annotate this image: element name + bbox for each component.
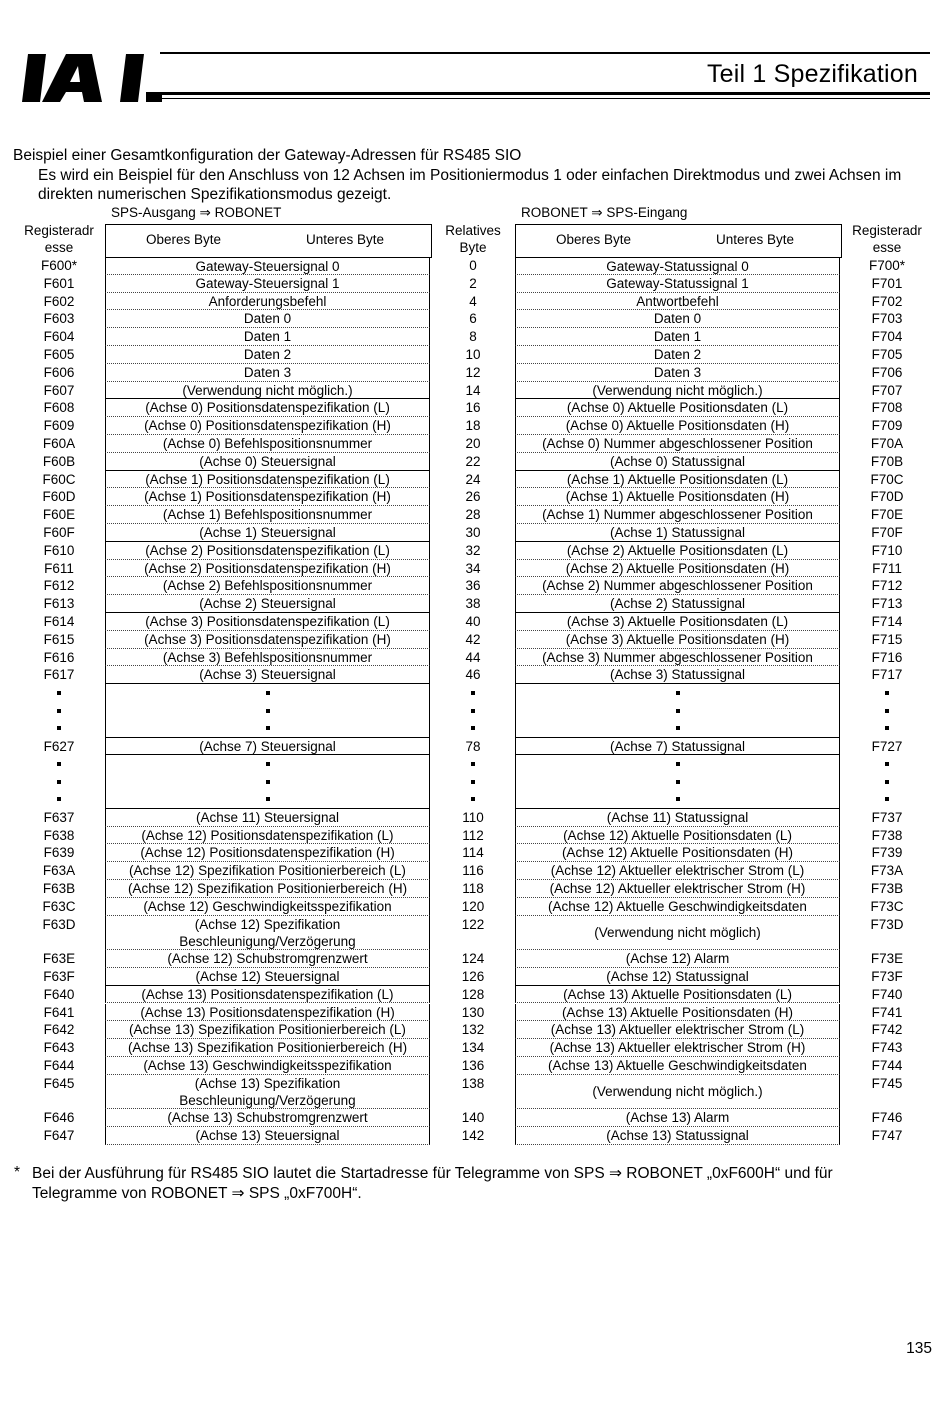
register-address-out: F63D	[42, 916, 76, 932]
register-address-out: F604	[43, 329, 75, 345]
register-address-out: F605	[43, 347, 75, 362]
relative-byte: 120	[461, 898, 485, 914]
output-signal-cell: (Verwendung nicht möglich.)	[105, 382, 430, 400]
relative-byte: 14	[465, 382, 481, 398]
output-signal-cell: (Achse 13) Spezifikation Positionierbereich (L)	[105, 1021, 430, 1039]
table-row	[0, 417, 950, 435]
relative-byte: 130	[461, 1004, 485, 1020]
register-address-in: F717	[871, 667, 903, 683]
table-row	[0, 950, 950, 968]
register-address-in: F70F	[871, 525, 903, 540]
output-signal-cell: (Achse 13) Positionsdatenspezifikation (H)	[105, 1004, 430, 1022]
input-signal-cell: (Achse 12) Aktueller elektrischer Strom (L)	[515, 862, 840, 880]
register-address-out: F637	[43, 809, 75, 825]
relative-byte: 128	[461, 986, 485, 1002]
output-signal-cell: (Achse 12) Steuersignal	[105, 968, 430, 986]
output-signal-cell: (Achse 12) Positionsdatenspezifikation (L)	[105, 827, 430, 845]
output-signal-line: Beschleunigung/Verzögerung	[179, 933, 356, 949]
input-signal-cell: Daten 2	[515, 346, 840, 364]
lower-byte-label: Unteres Byte	[306, 232, 385, 247]
vertical-ellipsis-icon	[882, 684, 892, 737]
input-signal-cell: (Achse 13) Aktueller elektrischer Strom (H)	[515, 1039, 840, 1057]
register-address-in: F739	[871, 845, 903, 861]
relative-byte: 2	[469, 275, 477, 291]
relative-byte: 0	[469, 258, 477, 273]
vertical-ellipsis-icon	[468, 684, 478, 737]
table-row	[0, 827, 950, 845]
register-address-in: F705	[871, 347, 903, 362]
footnote-text: Bei der Ausführung für RS485 SIO lautet die Startadresse für Telegramme von SPS ⇒ ROBONET „0xF600H“ und für Telegramme von ROBONET ⇒ SPS „0xF700H“.	[32, 1165, 833, 1202]
relative-byte: 46	[465, 667, 481, 683]
input-signal-cell: (Achse 0) Nummer abgeschlossener Position	[515, 435, 840, 453]
output-signal-cell: (Achse 13) Positionsdatenspezifikation (L)	[105, 986, 430, 1004]
output-signal-cell: (Achse 12) Spezifikation Positionierbereich (L)	[105, 862, 430, 880]
upper-byte-label: Oberes Byte	[556, 232, 632, 247]
register-address-out: F644	[43, 1057, 75, 1073]
register-address-out: F603	[43, 311, 75, 327]
output-signal-cell: (Achse 13) Schubstromgrenzwert	[105, 1109, 430, 1127]
output-signal-cell: Anforderungsbefehl	[105, 293, 430, 311]
ellipsis-cell	[432, 755, 514, 808]
relative-byte: 28	[465, 507, 481, 523]
input-signal-cell: (Achse 13) Aktuelle Positionsdaten (H)	[515, 1004, 840, 1022]
table-row	[0, 1127, 950, 1145]
input-signal-cell: (Achse 1) Aktuelle Positionsdaten (H)	[515, 488, 840, 506]
input-signal-cell: (Achse 12) Statussignal	[515, 968, 840, 986]
register-address-in: F744	[871, 1057, 903, 1073]
register-address-out: F63B	[42, 881, 76, 896]
output-signal-cell: Daten 2	[105, 346, 430, 364]
register-address-out: F60F	[43, 525, 75, 540]
ellipsis-cell	[105, 755, 430, 808]
register-address-out: F642	[43, 1022, 75, 1038]
register-address-in: F711	[872, 560, 902, 576]
input-signal-cell: (Achse 0) Aktuelle Positionsdaten (L)	[515, 399, 840, 417]
register-address-out: F627	[43, 738, 75, 754]
output-signal-cell: (Achse 12) Schubstromgrenzwert	[105, 950, 430, 968]
input-signal-cell: (Achse 12) Alarm	[515, 950, 840, 968]
relative-byte: 16	[465, 400, 481, 416]
relative-byte: 134	[461, 1040, 485, 1056]
input-signal-cell: (Achse 3) Aktuelle Positionsdaten (H)	[515, 631, 840, 649]
output-signal-cell: Gateway-Steuersignal 1	[105, 275, 430, 293]
register-address-in: F73E	[870, 951, 904, 967]
relative-byte: 30	[465, 525, 481, 540]
register-address-in: F727	[871, 738, 903, 754]
register-address-in: F73D	[870, 916, 904, 932]
output-signal-cell: (Achse 2) Positionsdatenspezifikation (L)	[105, 542, 430, 560]
ellipsis-cell	[842, 684, 932, 737]
output-byte-header	[105, 224, 432, 258]
input-signal-cell: (Achse 0) Statussignal	[515, 453, 840, 471]
register-address-out: F638	[43, 827, 75, 843]
table-row	[0, 916, 950, 951]
relative-byte: 26	[465, 489, 481, 505]
register-address-in: F706	[871, 364, 903, 380]
register-address-in: F704	[871, 329, 903, 345]
table-row	[0, 1039, 950, 1057]
register-address-out: F613	[43, 596, 75, 612]
ellipsis-cell	[14, 684, 104, 737]
register-address-out: F612	[43, 578, 75, 594]
relative-byte: 10	[465, 347, 481, 362]
relative-byte: 124	[461, 951, 485, 967]
register-address-out: F607	[43, 382, 75, 398]
upper-byte-label: Oberes Byte	[146, 232, 222, 247]
output-signal-cell: (Achse 7) Steuersignal	[105, 738, 430, 756]
input-signal-cell: (Achse 12) Aktuelle Geschwindigkeitsdaten	[515, 898, 840, 916]
table-row	[0, 1109, 950, 1127]
output-signal-cell: Daten 3	[105, 364, 430, 382]
table-row	[0, 1004, 950, 1022]
input-signal-cell: (Achse 11) Statussignal	[515, 809, 840, 827]
vertical-ellipsis-icon	[54, 755, 64, 808]
output-signal-cell: (Achse 2) Positionsdatenspezifikation (H)	[105, 560, 430, 578]
register-address-out: F60C	[42, 471, 76, 487]
input-signal-cell: (Achse 13) Statussignal	[515, 1127, 840, 1145]
table-row	[0, 968, 950, 986]
input-signal-cell: (Achse 13) Aktuelle Positionsdaten (L)	[515, 986, 840, 1004]
register-address-header-left: Registeradr esse	[24, 223, 94, 255]
input-signal-cell: (Achse 3) Statussignal	[515, 666, 840, 684]
register-address-in: F70B	[870, 453, 904, 469]
ellipsis-cell	[515, 755, 840, 808]
input-signal-cell: (Achse 1) Nummer abgeschlossener Position	[515, 506, 840, 524]
relative-byte: 116	[462, 863, 484, 879]
register-address-out: F617	[43, 667, 75, 683]
relative-byte: 136	[461, 1057, 485, 1073]
output-signal-cell: (Achse 2) Befehlspositionsnummer	[105, 577, 430, 595]
input-signal-cell: (Achse 13) Alarm	[515, 1109, 840, 1127]
input-signal-cell: (Achse 2) Statussignal	[515, 595, 840, 613]
relative-byte: 40	[465, 614, 481, 629]
register-address-in: F746	[871, 1110, 903, 1126]
register-address-in: F741	[871, 1004, 903, 1020]
register-address-out: F60D	[42, 489, 76, 505]
relative-byte: 18	[465, 418, 481, 434]
output-signal-cell: (Achse 0) Positionsdatenspezifikation (H)	[105, 417, 430, 435]
iai-logo	[22, 52, 162, 104]
input-signal-cell: (Achse 2) Aktuelle Positionsdaten (L)	[515, 542, 840, 560]
register-address-out: F615	[43, 631, 75, 647]
table-row	[0, 898, 950, 916]
ellipsis-cell	[432, 684, 514, 737]
table-row	[0, 453, 950, 471]
output-signal-cell: (Achse 1) Befehlspositionsnummer	[105, 506, 430, 524]
table-row	[0, 275, 950, 293]
register-address-out: F600*	[40, 258, 78, 273]
output-signal-line: (Achse 12) Spezifikation	[194, 916, 341, 932]
register-address-in: F716	[871, 649, 903, 665]
table-row	[0, 1057, 950, 1075]
input-signal-cell: (Achse 2) Nummer abgeschlossener Position	[515, 577, 840, 595]
register-address-out: F60B	[42, 453, 76, 469]
register-address-out: F610	[43, 542, 75, 558]
register-address-out: F60A	[42, 436, 76, 451]
table-row	[0, 666, 950, 684]
register-address-out: F641	[43, 1004, 75, 1020]
header-rule-top	[160, 52, 930, 54]
relative-byte: 112	[462, 827, 484, 843]
ellipsis-cell	[515, 684, 840, 737]
register-address-in: F742	[871, 1022, 903, 1038]
output-signal-cell	[105, 1075, 430, 1110]
input-signal-cell: (Achse 13) Aktueller elektrischer Strom (L)	[515, 1021, 840, 1039]
input-direction-title: ROBONET ⇒ SPS-Eingang	[521, 205, 688, 220]
output-signal-cell: (Achse 13) Steuersignal	[105, 1127, 430, 1145]
input-signal-cell: Daten 0	[515, 310, 840, 328]
relative-byte: 8	[469, 329, 477, 345]
register-address-in: F740	[871, 986, 903, 1002]
register-address-out: F611	[44, 560, 74, 576]
vertical-ellipsis-icon	[673, 684, 683, 737]
output-signal-cell: (Achse 11) Steuersignal	[105, 809, 430, 827]
input-signal-cell: (Achse 13) Aktuelle Geschwindigkeitsdaten	[515, 1057, 840, 1075]
relative-byte: 20	[465, 436, 481, 451]
output-signal-cell: (Achse 3) Positionsdatenspezifikation (H)	[105, 631, 430, 649]
ellipsis-cell	[105, 684, 430, 737]
relative-byte: 122	[461, 916, 485, 932]
input-signal-cell: (Achse 12) Aktuelle Positionsdaten (H)	[515, 844, 840, 862]
register-address-in: F715	[871, 631, 903, 647]
register-address-in: F70C	[870, 471, 904, 487]
input-signal-cell: (Achse 12) Aktueller elektrischer Strom (H)	[515, 880, 840, 898]
register-address-out: F63F	[43, 968, 75, 984]
table-row	[0, 577, 950, 595]
register-address-out: F647	[43, 1128, 75, 1143]
register-address-header-right: Registeradr esse	[852, 223, 922, 255]
register-address-in: F73F	[871, 968, 903, 984]
table-row	[0, 346, 950, 364]
section-description: Es wird ein Beispiel für den Anschluss von 12 Achsen im Positioniermodus 1 oder einfachen Direktmodus und zwei Achsen im direkten numerischen Spezifikationsmodus gezeigt.	[38, 167, 902, 203]
register-address-out: F643	[43, 1040, 75, 1056]
vertical-ellipsis-icon	[882, 755, 892, 808]
input-signal-cell: (Achse 3) Aktuelle Positionsdaten (L)	[515, 613, 840, 631]
register-address-out: F63E	[42, 951, 76, 967]
vertical-ellipsis-icon	[54, 684, 64, 737]
output-signal-cell: Daten 0	[105, 310, 430, 328]
output-direction-title: SPS-Ausgang ⇒ ROBONET	[111, 205, 282, 220]
register-address-in: F737	[871, 809, 903, 825]
relative-byte: 110	[462, 809, 484, 825]
register-address-out: F606	[43, 364, 75, 380]
vertical-ellipsis-icon	[673, 755, 683, 808]
register-address-out: F63C	[42, 898, 76, 914]
vertical-ellipsis-icon	[468, 755, 478, 808]
register-address-in: F708	[871, 400, 903, 416]
register-address-in: F703	[871, 311, 903, 327]
lower-byte-label: Unteres Byte	[716, 232, 795, 247]
relative-byte: 44	[465, 649, 481, 665]
table-row	[0, 631, 950, 649]
table-row	[0, 471, 950, 489]
input-signal-cell: (Achse 1) Aktuelle Positionsdaten (L)	[515, 471, 840, 489]
relative-byte: 6	[469, 311, 477, 327]
relative-byte: 38	[465, 596, 481, 612]
output-signal-line: Beschleunigung/Verzögerung	[179, 1092, 356, 1108]
vertical-ellipsis-icon	[263, 755, 273, 808]
relative-byte: 36	[465, 578, 481, 594]
register-address-in: F70A	[870, 436, 904, 451]
table-row	[0, 595, 950, 613]
table-row	[0, 986, 950, 1004]
input-signal-cell: (Achse 2) Aktuelle Positionsdaten (H)	[515, 560, 840, 578]
output-signal-cell: (Achse 13) Geschwindigkeitsspezifikation	[105, 1057, 430, 1075]
register-address-in: F709	[871, 418, 903, 434]
ellipsis-row	[0, 684, 950, 737]
table-row	[0, 809, 950, 827]
relative-byte: 32	[465, 542, 481, 558]
register-address-out: F60E	[42, 507, 76, 523]
relative-byte: 42	[465, 631, 481, 647]
table-row	[0, 542, 950, 560]
page-number: 135	[906, 1340, 932, 1357]
register-address-out: F639	[43, 845, 75, 861]
ellipsis-row	[0, 755, 950, 808]
output-signal-cell: (Achse 13) Spezifikation Positionierbereich (H)	[105, 1039, 430, 1057]
output-signal-cell: (Achse 0) Befehlspositionsnummer	[105, 435, 430, 453]
table-row	[0, 738, 950, 756]
register-address-out: F645	[43, 1075, 75, 1091]
register-address-in: F743	[871, 1040, 903, 1056]
table-row	[0, 613, 950, 631]
vertical-ellipsis-icon	[263, 684, 273, 737]
relative-byte: 4	[469, 293, 477, 309]
input-signal-cell: (Verwendung nicht möglich)	[515, 916, 840, 951]
output-signal-cell: (Achse 3) Positionsdatenspezifikation (L)	[105, 613, 430, 631]
register-address-in: F712	[871, 578, 903, 594]
output-signal-cell	[105, 916, 430, 951]
header-rule-bottom	[160, 92, 930, 95]
table-row	[0, 328, 950, 346]
footnote-mark: *	[14, 1164, 21, 1181]
register-address-out: F601	[43, 275, 75, 291]
output-signal-line: (Achse 13) Spezifikation	[194, 1075, 341, 1091]
register-address-in: F747	[871, 1128, 903, 1143]
output-signal-cell: (Achse 1) Positionsdatenspezifikation (L)	[105, 471, 430, 489]
input-signal-cell: (Achse 12) Aktuelle Positionsdaten (L)	[515, 827, 840, 845]
register-address-out: F616	[43, 649, 75, 665]
table-row	[0, 1021, 950, 1039]
output-signal-cell: (Achse 1) Positionsdatenspezifikation (H)	[105, 488, 430, 506]
register-address-in: F702	[871, 293, 903, 309]
table-row	[0, 293, 950, 311]
header-rule-thin	[160, 98, 930, 99]
register-address-in: F73A	[870, 863, 904, 879]
relative-byte: 118	[462, 881, 484, 896]
register-address-in: F745	[871, 1075, 903, 1091]
register-address-out: F63A	[42, 863, 76, 879]
page-title: Teil 1 Spezifikation	[706, 60, 918, 88]
output-signal-cell: (Achse 12) Spezifikation Positionierbereich (H)	[105, 880, 430, 898]
register-address-in: F70D	[870, 489, 904, 505]
relative-byte-header: Relatives Byte	[445, 223, 501, 255]
output-signal-cell: (Achse 0) Positionsdatenspezifikation (L)	[105, 399, 430, 417]
table-row	[0, 1075, 950, 1110]
register-address-in: F701	[871, 275, 903, 291]
register-address-in: F70E	[870, 507, 904, 523]
table-row	[0, 310, 950, 328]
table-row	[0, 506, 950, 524]
register-address-out: F640	[43, 986, 75, 1002]
output-signal-cell: (Achse 2) Steuersignal	[105, 595, 430, 613]
output-signal-cell: (Achse 1) Steuersignal	[105, 524, 430, 542]
register-address-in: F738	[871, 827, 903, 843]
input-signal-cell: (Verwendung nicht möglich.)	[515, 1075, 840, 1110]
relative-byte: 140	[461, 1110, 485, 1126]
input-signal-cell: Antwortbefehl	[515, 293, 840, 311]
table-row	[0, 488, 950, 506]
output-signal-cell: (Achse 3) Steuersignal	[105, 666, 430, 684]
table-row	[0, 364, 950, 382]
output-signal-cell: (Achse 12) Geschwindigkeitsspezifikation	[105, 898, 430, 916]
input-signal-cell: (Achse 7) Statussignal	[515, 738, 840, 756]
relative-byte: 114	[462, 845, 484, 861]
register-address-in: F73B	[870, 881, 904, 896]
register-address-out: F602	[43, 293, 75, 309]
register-address-out: F646	[43, 1110, 75, 1126]
table-row	[0, 560, 950, 578]
relative-byte: 132	[461, 1022, 485, 1038]
relative-byte: 138	[461, 1075, 485, 1091]
table-row	[0, 524, 950, 542]
input-signal-cell: Daten 1	[515, 328, 840, 346]
register-address-in: F700*	[868, 258, 906, 273]
input-signal-cell: Gateway-Statussignal 1	[515, 275, 840, 293]
ellipsis-cell	[842, 755, 932, 808]
register-address-in: F710	[871, 542, 903, 558]
register-address-in: F713	[871, 596, 903, 612]
table-row	[0, 862, 950, 880]
input-signal-cell: Gateway-Statussignal 0	[515, 257, 840, 275]
relative-byte: 24	[465, 471, 481, 487]
section-heading: Beispiel einer Gesamtkonfiguration der Gateway-Adressen für RS485 SIO	[13, 147, 522, 164]
register-address-in: F73C	[870, 898, 904, 914]
table-row	[0, 649, 950, 667]
relative-byte: 78	[465, 738, 481, 754]
relative-byte: 34	[465, 560, 481, 576]
input-signal-cell: (Achse 1) Statussignal	[515, 524, 840, 542]
input-signal-cell: (Achse 0) Aktuelle Positionsdaten (H)	[515, 417, 840, 435]
register-address-out: F609	[43, 418, 75, 434]
output-signal-cell: (Achse 3) Befehlspositionsnummer	[105, 649, 430, 667]
relative-byte: 22	[465, 453, 481, 469]
register-address-in: F707	[871, 382, 903, 398]
input-signal-cell: (Verwendung nicht möglich.)	[515, 382, 840, 400]
table-row	[0, 382, 950, 400]
input-signal-cell: Daten 3	[515, 364, 840, 382]
relative-byte: 142	[461, 1128, 485, 1143]
ellipsis-cell	[14, 755, 104, 808]
output-signal-cell: (Achse 0) Steuersignal	[105, 453, 430, 471]
output-signal-cell: Daten 1	[105, 328, 430, 346]
table-row	[0, 399, 950, 417]
output-signal-cell: Gateway-Steuersignal 0	[105, 257, 430, 275]
register-address-out: F614	[43, 614, 75, 629]
input-byte-header	[515, 224, 842, 258]
table-row	[0, 435, 950, 453]
relative-byte: 126	[461, 968, 485, 984]
register-address-in: F714	[871, 614, 903, 629]
table-row	[0, 880, 950, 898]
table-row	[0, 844, 950, 862]
register-address-out: F608	[43, 400, 75, 416]
input-signal-cell: (Achse 3) Nummer abgeschlossener Position	[515, 649, 840, 667]
table-row	[0, 257, 950, 275]
output-signal-cell: (Achse 12) Positionsdatenspezifikation (H)	[105, 844, 430, 862]
relative-byte: 12	[465, 364, 481, 380]
